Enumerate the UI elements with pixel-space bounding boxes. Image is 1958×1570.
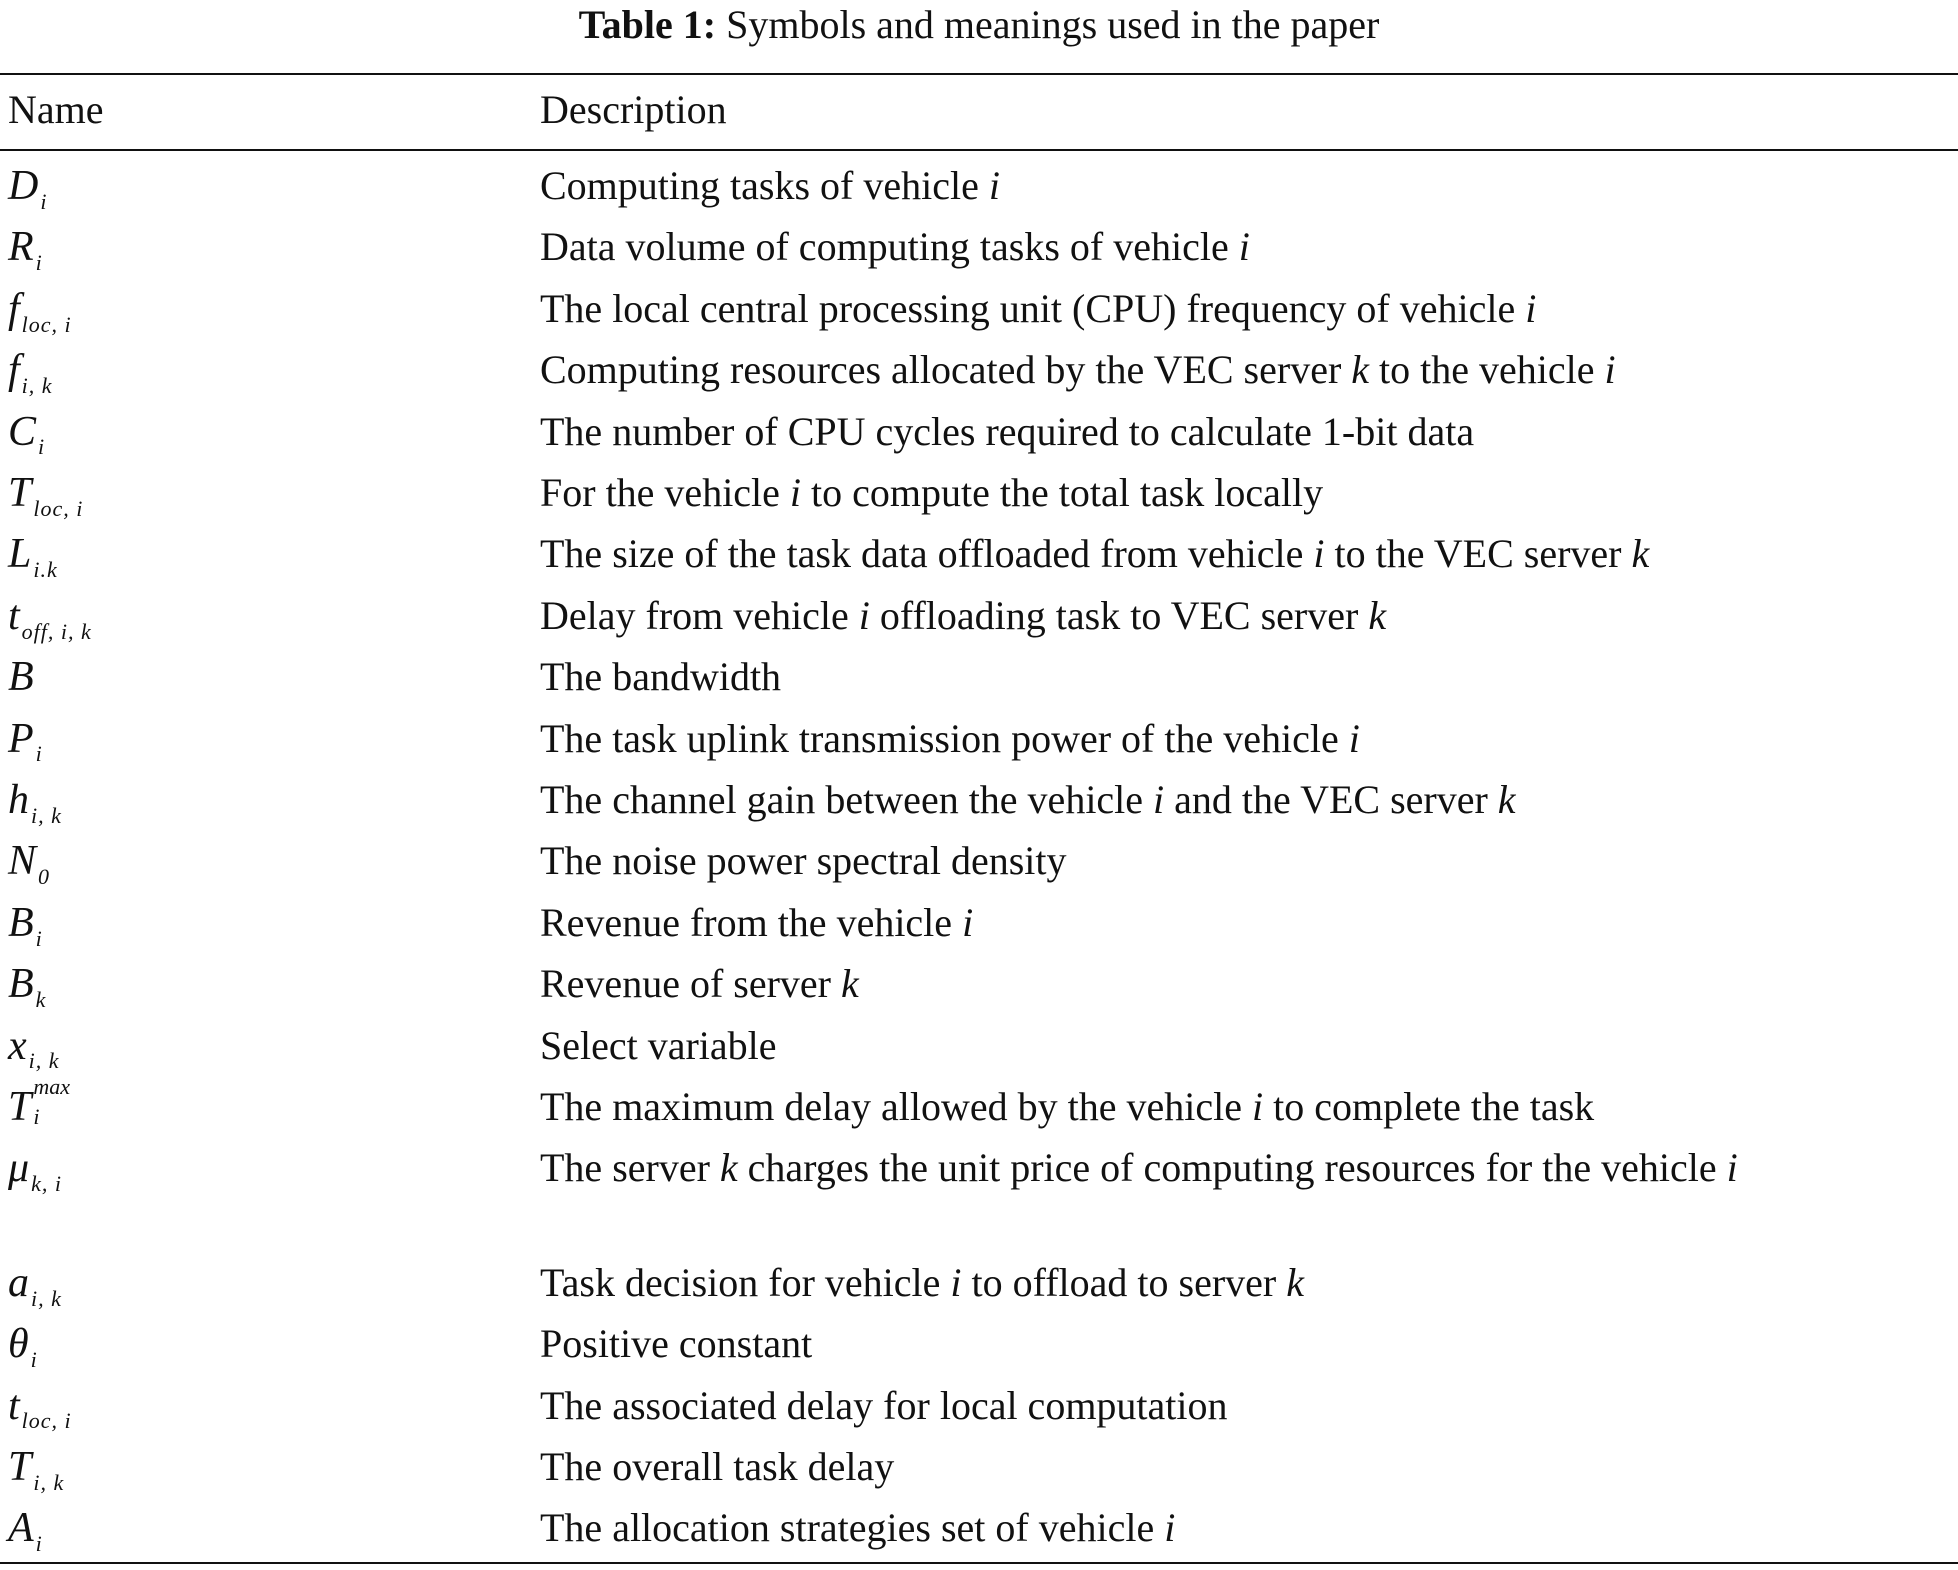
description-text: Computing resources allocated by the VEC server xyxy=(540,347,1352,393)
symbol-subscript: i xyxy=(35,250,43,276)
description-text: Task decision for vehicle xyxy=(540,1259,951,1305)
symbol-subscript: i xyxy=(40,188,48,214)
symbol-cell xyxy=(8,958,46,1026)
description-cell xyxy=(540,958,1955,1010)
symbol-cell xyxy=(8,1380,72,1448)
header-description: Description xyxy=(540,87,727,132)
symbol-cell xyxy=(8,406,45,474)
description-variable: k xyxy=(1631,531,1650,577)
description-text: For the vehicle xyxy=(540,470,790,515)
description-cell xyxy=(540,835,1955,887)
description-text: Select variable xyxy=(540,1022,777,1068)
symbol-cell xyxy=(8,283,72,351)
symbol-cell xyxy=(8,1142,62,1210)
description-variable: k xyxy=(840,961,859,1007)
symbol-superscript: max xyxy=(33,1074,71,1099)
description-variable: i xyxy=(1238,224,1250,270)
symbol-subscript: i, k xyxy=(33,1469,65,1495)
symbol-cell xyxy=(8,1074,91,1133)
description-cell xyxy=(540,1142,1955,1194)
description-cell xyxy=(540,651,1955,703)
symbol-cell xyxy=(8,160,47,228)
description-text: The allocation strategies set of vehicle xyxy=(540,1505,1165,1551)
description-variable: i xyxy=(950,1259,962,1305)
description-text: to compute the total task locally xyxy=(801,470,1324,515)
description-cell xyxy=(540,1380,1955,1432)
symbol-subscript: 0 xyxy=(38,864,51,890)
symbol-subscript: i xyxy=(30,1347,38,1373)
symbol-base: B xyxy=(8,961,34,1008)
description-variable: i xyxy=(1726,1145,1738,1191)
description-cell xyxy=(540,1441,1955,1493)
caption-text: Symbols and meanings used in the paper xyxy=(726,2,1380,47)
symbol-subscript: i, k xyxy=(28,1048,60,1074)
description-text: The overall task delay xyxy=(540,1444,895,1489)
symbol-cell xyxy=(8,1257,62,1325)
symbol-base: T xyxy=(8,1444,32,1490)
description-cell xyxy=(540,160,1955,212)
symbol-subscript: i, k xyxy=(31,802,62,828)
symbol-subscript: k xyxy=(35,987,47,1013)
description-variable: i xyxy=(1153,777,1165,822)
description-text: to complete the task xyxy=(1263,1084,1595,1129)
symbol-cell xyxy=(8,1441,64,1509)
description-variable: i xyxy=(1164,1505,1176,1551)
symbol-base: T xyxy=(8,470,32,516)
symbol-cell xyxy=(8,774,62,842)
description-cell xyxy=(540,221,1955,273)
table-caption xyxy=(0,2,1958,48)
header-name: Name xyxy=(8,87,104,132)
symbol-subscript: i xyxy=(35,1531,43,1557)
description-variable: k xyxy=(1351,347,1370,393)
symbol-scripts xyxy=(31,1074,91,1129)
description-variable: i xyxy=(962,899,974,945)
description-variable: i xyxy=(1348,715,1360,761)
table-header-row xyxy=(0,84,1958,142)
description-variable: k xyxy=(1497,777,1516,822)
description-cell xyxy=(540,1081,1955,1133)
description-variable: k xyxy=(1368,592,1387,638)
symbol-subscript: i xyxy=(38,434,46,460)
description-text: The server xyxy=(540,1145,720,1191)
description-cell xyxy=(540,467,1955,519)
description-cell xyxy=(540,344,1955,396)
description-variable: i xyxy=(1525,285,1537,331)
symbol-subscript: i.k xyxy=(33,557,58,583)
description-text: and the VEC server xyxy=(1164,777,1498,822)
symbol-cell xyxy=(8,344,53,412)
description-variable: i xyxy=(988,163,1000,208)
symbol-base: T xyxy=(8,1084,32,1130)
description-text: to offload to server xyxy=(961,1259,1287,1305)
symbol-subscript: i xyxy=(35,741,43,767)
caption-label: Table 1: xyxy=(578,2,717,47)
symbol-base: B xyxy=(8,899,34,946)
symbol-base: P xyxy=(8,715,34,762)
description-text: Revenue of server xyxy=(540,961,841,1007)
symbol-subscript: loc, i xyxy=(21,311,72,337)
description-cell xyxy=(540,590,1955,642)
symbol-subscript: i, k xyxy=(31,1285,62,1311)
symbol-subscript: i xyxy=(35,925,43,951)
description-cell xyxy=(540,774,1955,826)
symbol-base: A xyxy=(8,1505,34,1552)
symbol-subscript: loc, i xyxy=(21,1408,72,1434)
symbol-cell xyxy=(8,713,43,781)
description-cell xyxy=(540,1020,1955,1072)
symbol-base: D xyxy=(8,163,39,209)
description-cell xyxy=(540,897,1955,949)
description-text: Revenue from the vehicle xyxy=(540,899,963,945)
description-text: The associated delay for local computation xyxy=(540,1382,1228,1428)
header-rule xyxy=(0,149,1958,151)
description-text: The local central processing unit (CPU) frequency of vehicle xyxy=(540,285,1526,331)
symbol-base: t xyxy=(8,592,20,639)
description-variable: k xyxy=(1286,1259,1305,1305)
description-text: The channel gain between the vehicle xyxy=(540,777,1154,822)
description-text: The size of the task data offloaded from vehicle xyxy=(540,531,1314,577)
description-variable: i xyxy=(789,470,802,515)
description-text: The bandwidth xyxy=(540,654,782,700)
symbol-base: t xyxy=(8,1382,20,1429)
description-text: to the vehicle xyxy=(1369,347,1605,393)
symbol-base: θ xyxy=(8,1321,29,1368)
description-text: charges the unit price of computing resources for the vehicle xyxy=(737,1145,1727,1191)
symbol-cell xyxy=(8,835,50,903)
description-text: Data volume of computing tasks of vehicle xyxy=(540,224,1239,270)
symbol-base: N xyxy=(8,838,37,885)
symbol-base: L xyxy=(8,531,32,578)
description-text: to the VEC server xyxy=(1324,531,1632,577)
symbol-cell xyxy=(8,467,83,535)
description-text: The noise power spectral density xyxy=(540,838,1067,884)
symbol-base: f xyxy=(8,285,20,332)
description-text: The number of CPU cycles required to calculate 1-bit data xyxy=(540,408,1475,454)
symbol-base: R xyxy=(8,224,34,271)
symbol-subscript: off, i, k xyxy=(21,618,92,644)
symbol-cell xyxy=(8,1318,38,1386)
symbol-cell xyxy=(8,221,43,289)
description-cell xyxy=(540,406,1955,458)
symbol-base: x xyxy=(8,1022,27,1069)
description-cell xyxy=(540,1257,1955,1309)
description-text: Delay from vehicle xyxy=(540,592,859,638)
symbol-cell xyxy=(8,528,58,596)
description-variable: i xyxy=(1604,347,1616,393)
symbol-cell xyxy=(8,651,34,703)
description-cell xyxy=(540,713,1955,765)
symbol-base: B xyxy=(8,654,34,701)
bottom-rule xyxy=(0,1562,1958,1564)
description-variable: i xyxy=(1252,1084,1264,1129)
symbol-subscript: i xyxy=(33,1104,40,1129)
description-cell xyxy=(540,1502,1955,1554)
description-variable: k xyxy=(719,1145,738,1191)
description-text: The maximum delay allowed by the vehicle xyxy=(540,1084,1252,1129)
top-rule xyxy=(0,73,1958,75)
symbol-base: f xyxy=(8,347,20,394)
description-variable: i xyxy=(1313,531,1325,577)
symbol-subscript: i, k xyxy=(21,373,53,399)
symbol-base: a xyxy=(8,1259,29,1306)
description-cell xyxy=(540,528,1955,580)
description-text: Computing tasks of vehicle xyxy=(540,163,989,208)
symbol-base: h xyxy=(8,777,29,823)
symbol-cell xyxy=(8,590,92,658)
description-text: The task uplink transmission power of the vehicle xyxy=(540,715,1349,761)
symbol-base: μ xyxy=(8,1145,30,1192)
description-text: Positive constant xyxy=(540,1321,813,1367)
symbol-base: C xyxy=(8,408,37,455)
symbol-cell xyxy=(8,897,43,965)
description-variable: i xyxy=(858,592,870,638)
description-text: offloading task to VEC server xyxy=(869,592,1369,638)
symbol-subscript: loc, i xyxy=(33,495,84,521)
description-cell xyxy=(540,283,1955,335)
symbol-cell xyxy=(8,1502,43,1570)
description-cell xyxy=(540,1318,1955,1370)
symbol-subscript: k, i xyxy=(31,1171,62,1197)
